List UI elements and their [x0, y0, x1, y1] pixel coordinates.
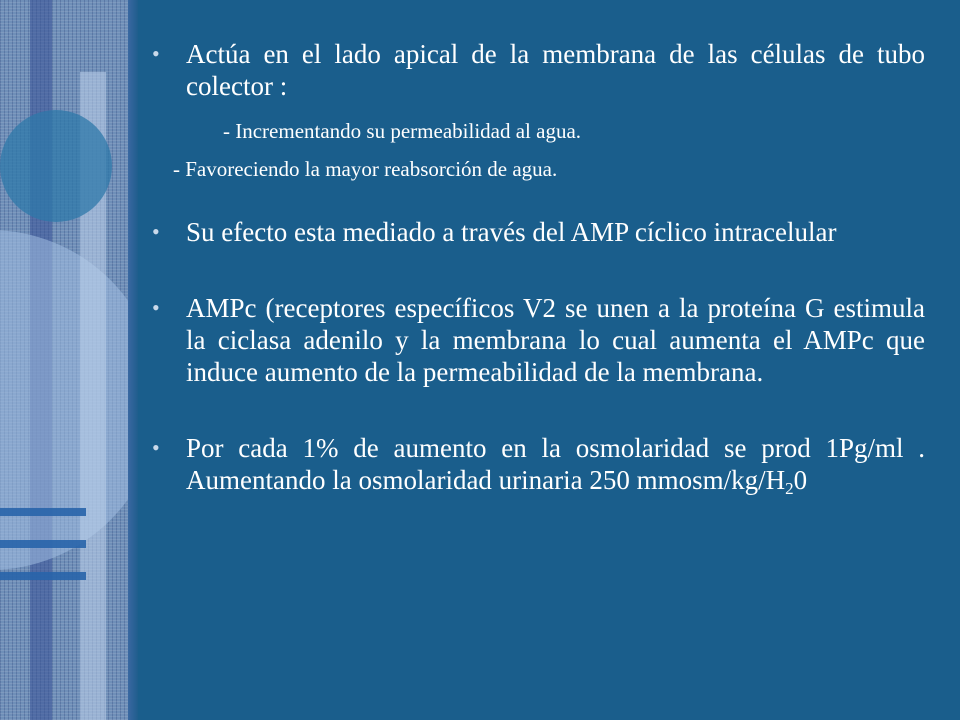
bullet-dot-icon: • — [152, 435, 160, 460]
bullet-text: AMPc (receptores específicos V2 se unen a la proteína G estimula la ciclasa adenilo y la membrana lo cual aumenta el AMPc que induce aumento de la permeabilidad de la membrana. — [186, 293, 925, 387]
subscript-two: 2 — [785, 479, 794, 498]
bullet-dot-icon: • — [152, 295, 160, 320]
decorative-stripe — [0, 540, 86, 548]
bullet-dot-icon: • — [152, 41, 160, 66]
bullet-text-main: Por cada 1% de aumento en la osmolaridad se prod 1Pg/ml . Aumentando la osmolaridad urinaria 250 mmosm/kg/H — [186, 433, 925, 495]
bullet-text: Su efecto esta mediado a través del AMP cíclico intracelular — [186, 217, 837, 247]
bullet-item — [150, 216, 925, 248]
panel-edge — [128, 0, 138, 720]
slide-content — [150, 38, 925, 496]
decorative-side-panel — [0, 0, 128, 720]
decorative-circle — [0, 110, 112, 222]
subpoint-item: - Incrementando su permeabilidad al agua. — [223, 119, 582, 143]
decorative-half-circle — [0, 230, 128, 570]
bullet-text-end: 0 — [793, 465, 808, 495]
decorative-stripe — [0, 508, 86, 516]
bullet-text — [186, 432, 925, 496]
bullet-item — [150, 432, 925, 496]
bullet-item — [150, 292, 925, 388]
decorative-stripe — [0, 572, 86, 580]
bullet-text: Actúa en el lado apical de la membrana de las células de tubo colector : — [186, 39, 925, 101]
subpoint-item: - Favoreciendo la mayor reabsorción de agua. — [173, 157, 558, 181]
bullet-item — [150, 38, 925, 102]
bullet-dot-icon: • — [152, 219, 160, 244]
